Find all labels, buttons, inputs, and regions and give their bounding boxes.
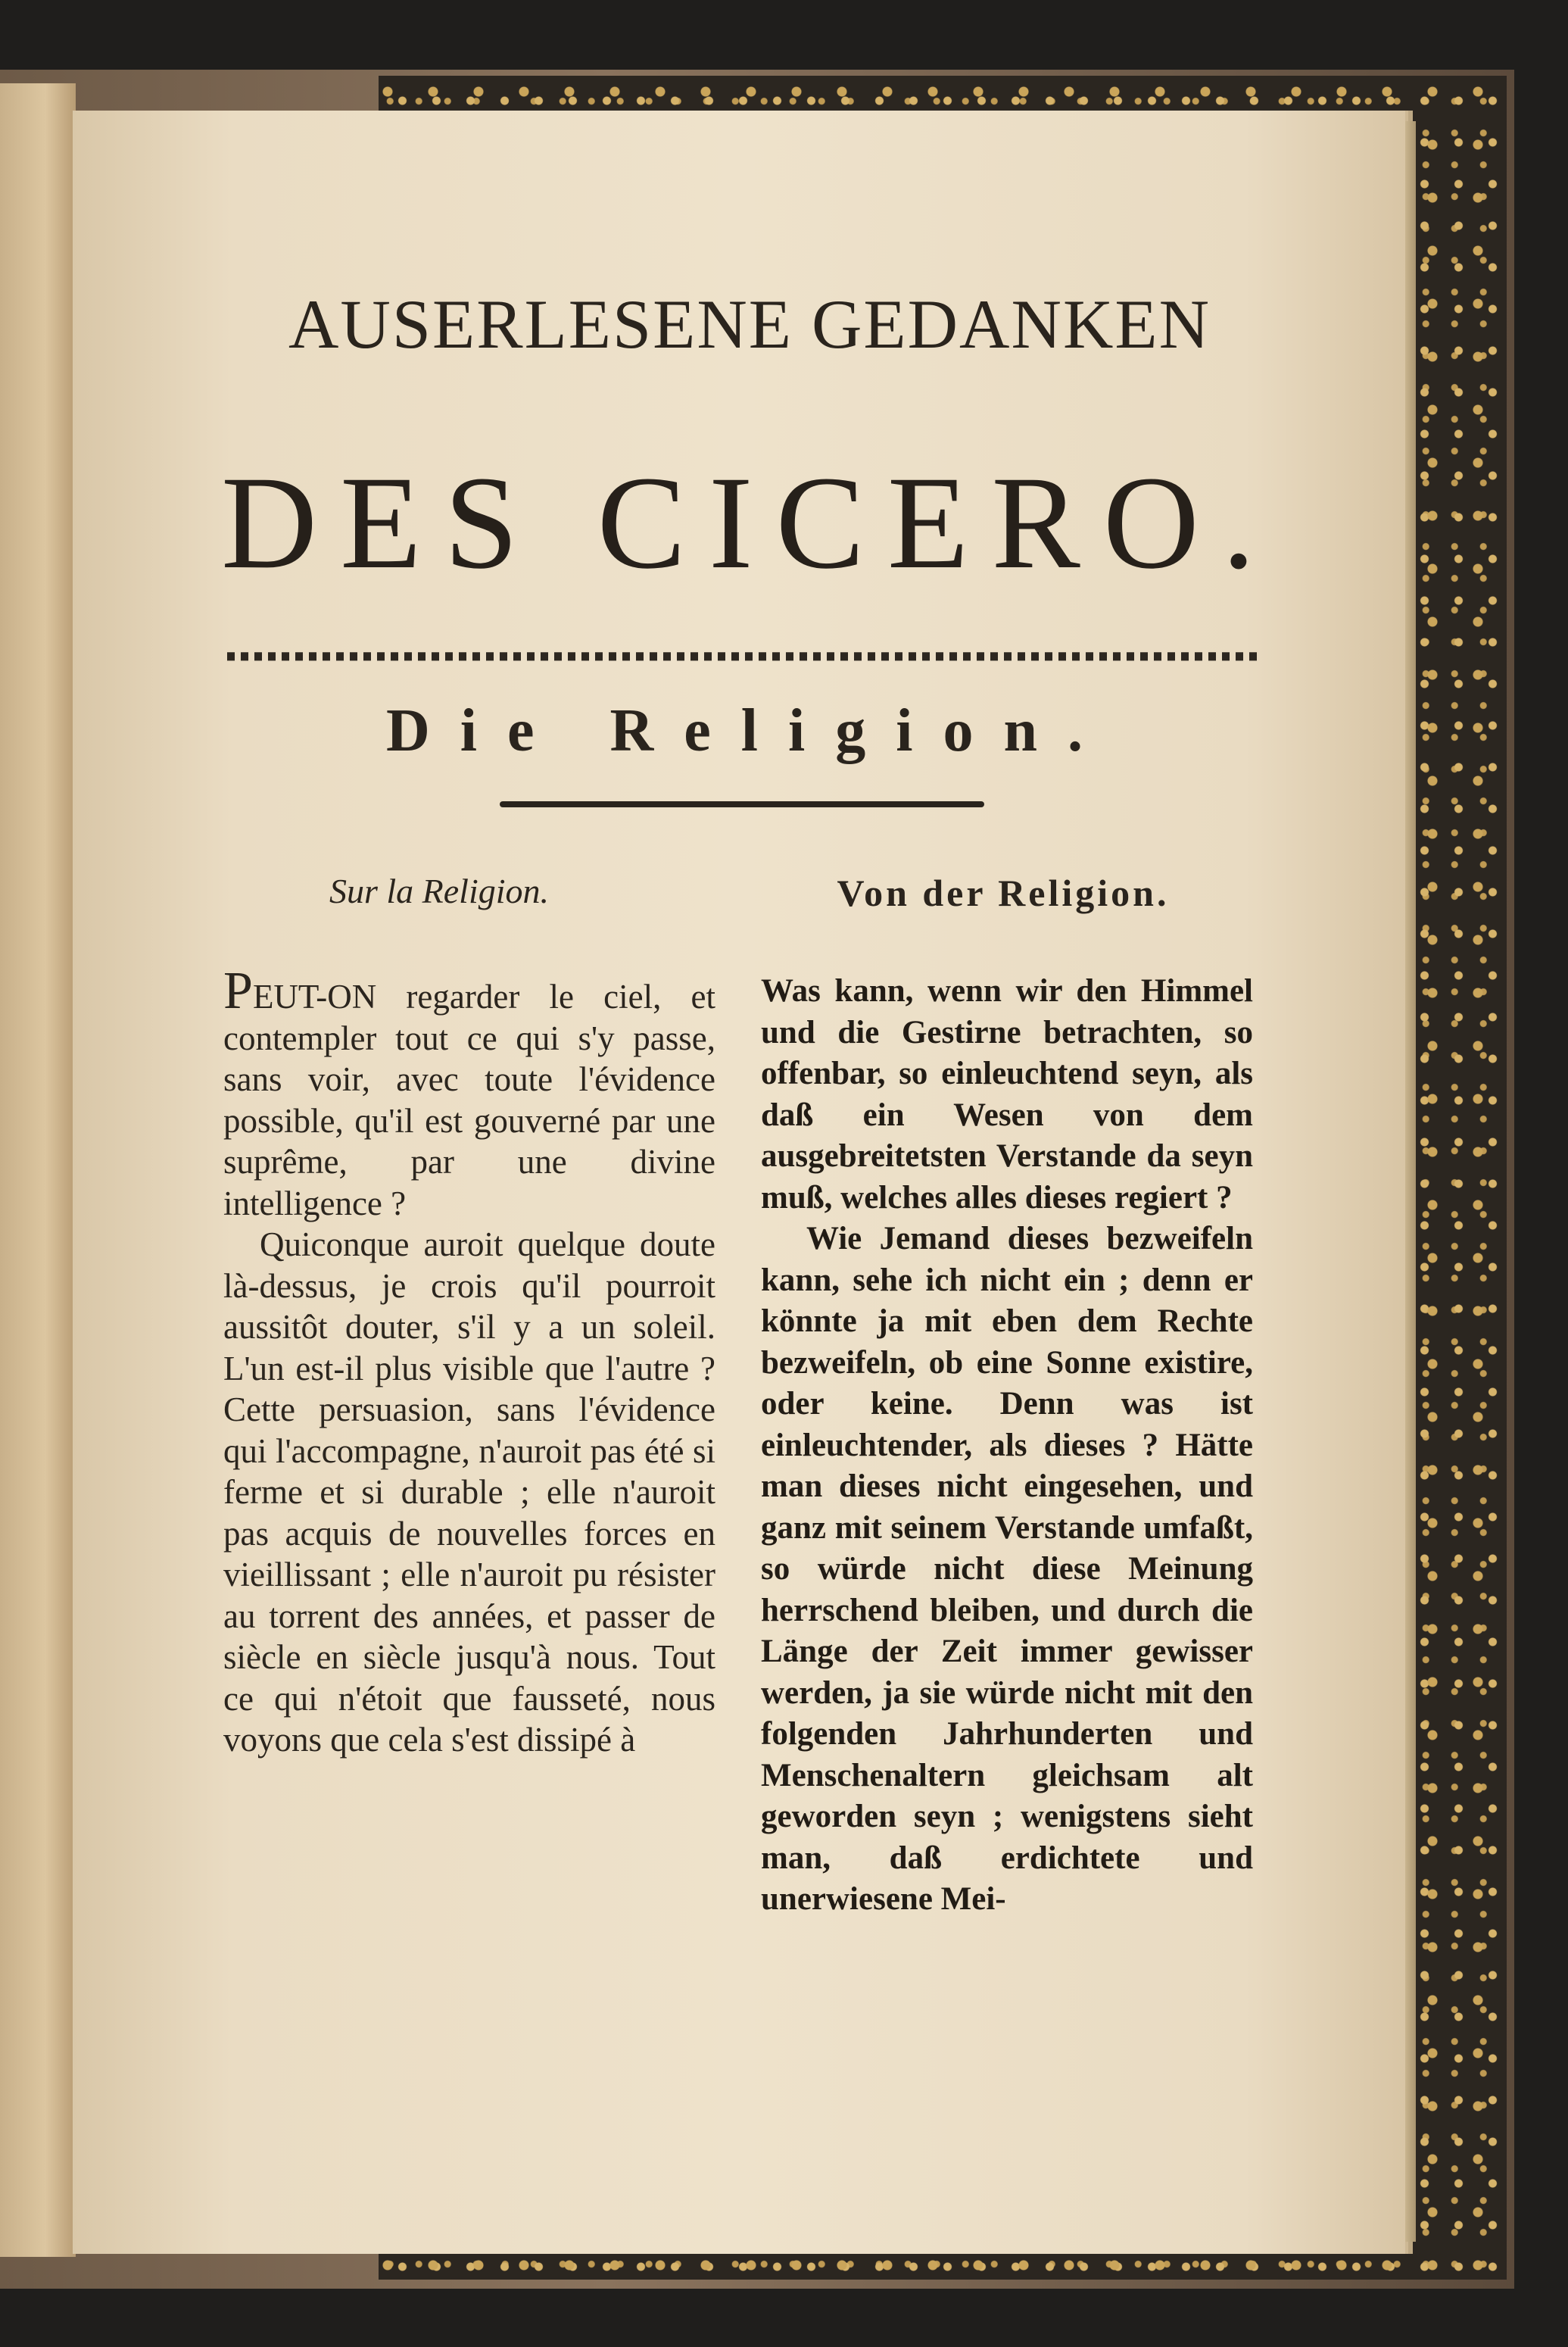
french-column-heading: Sur la Religion.	[329, 872, 550, 910]
page-stack-edge	[1405, 121, 1416, 2242]
french-paragraph-1	[223, 971, 715, 1224]
page-subtitle: DES CICERO.	[221, 449, 1278, 597]
german-paragraph-2: Wie Jemand dieses bezweifeln kann, sehe ich nicht ein ; denn er könnte ja mit eben dem Rechte bezweifeln, ob eine Sonne existire, oder keine. Denn was ist einleuchtender, als dieses ? Hätte man dieses nicht eingesehen, und ganz mit seinem Verstande umfaßt, so würde nicht diese Meinung herrschend bleiben, und durch die Länge der Zeit immer gewisser werden, ja sie würde nicht mit den folgenden Jahrhunderten und Menschenaltern gleichsam alt geworden seyn ; wenigstens sieht man, daß erdichtete und unerwiesene Mei-	[761, 1221, 1253, 1917]
french-paragraph-2: Quiconque auroit quelque doute là-dessus, je crois qu'il pourroit aussitôt douter, s'il y a un soleil. L'un est-il plus visible que l'autre ? Cette persuasion, sans l'évidence qui l'accompagne, n'auroit pas été si ferme et si durable ; elle n'auroit pas acquis de nouvelles forces en vieillissant ; elle n'auroit pu résister au torrent des années, et passer de siècle en siècle jusqu'à nous. Tout ce qui n'étoit que fausseté, nous voyons que cela s'est dissipé à	[223, 1225, 715, 1759]
german-column	[761, 971, 1253, 2099]
section-title: Die Religion.	[386, 698, 1113, 764]
left-page-edge	[0, 83, 76, 2257]
page-title: AUSERLESENE GEDANKEN	[288, 286, 1211, 363]
french-paragraph-1-text: EUT-ON regarder le ciel, et contempler tout ce qui s'y passe, sans voir, avec toute l'évidence possible, qu'il est gouverné par une suprême, par une divine intelligence ?	[223, 978, 715, 1222]
german-column-heading: Von der Religion.	[837, 872, 1170, 914]
french-column	[223, 971, 715, 2099]
drop-capital: P	[223, 971, 253, 1020]
german-paragraph-1: Was kann, wenn wir den Himmel und die Gestirne betrachten, so offenbar, so einleuchtend seyn, als daß ein Wesen von dem ausgebreitetsten Verstande da seyn muß, welches alles dieses regiert ?	[761, 973, 1253, 1216]
divider-rule	[500, 801, 984, 807]
